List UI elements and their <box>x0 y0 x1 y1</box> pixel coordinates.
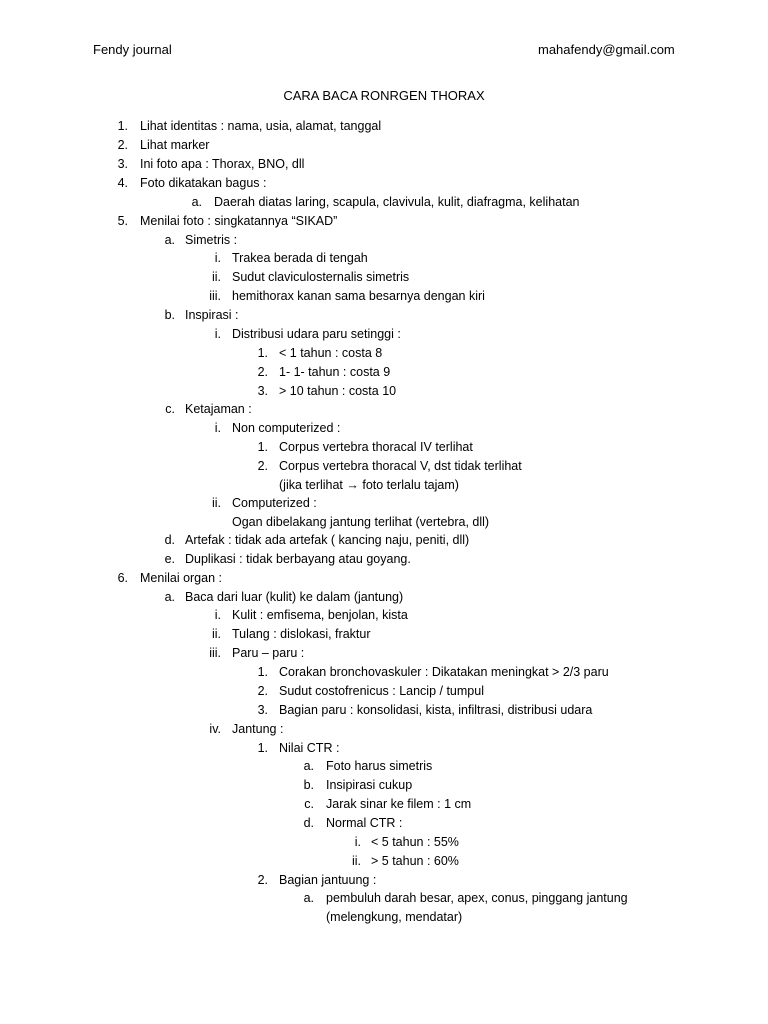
list-item <box>0 625 768 644</box>
list-item-text: Kulit : emfisema, benjolan, kista <box>232 608 408 622</box>
list-item-text: Foto harus simetris <box>326 759 433 773</box>
list-marker: 1. <box>257 440 268 454</box>
list-item-text: Jantung : <box>232 722 284 736</box>
list-item <box>0 174 768 193</box>
list-marker: e. <box>164 552 175 566</box>
list-item <box>0 833 768 852</box>
document-title: CARA BACA RONRGEN THORAX <box>283 88 485 103</box>
list-item-text: Corpus vertebra thoracal V, dst tidak terlihat <box>279 459 522 473</box>
list-marker: a. <box>164 590 175 604</box>
list-item-text: < 1 tahun : costa 8 <box>279 346 383 360</box>
list-item-text: Paru – paru : <box>232 646 305 660</box>
list-item <box>0 249 768 268</box>
list-item-text: > 10 tahun : costa 10 <box>279 384 397 398</box>
list-item-text: < 5 tahun : 55% <box>371 835 459 849</box>
list-item-text: Menilai organ : <box>140 571 222 585</box>
list-item-text: Bagian jantuung : <box>279 873 377 887</box>
list-item-text: Lihat marker <box>140 138 210 152</box>
list-item-text: Nilai CTR : <box>279 741 340 755</box>
list-marker: b. <box>303 778 314 792</box>
list-marker: d. <box>164 533 175 547</box>
list-marker: 1. <box>117 119 128 133</box>
header-email: mahafendy@gmail.com <box>538 42 675 57</box>
list-item <box>0 438 768 457</box>
list-item <box>0 193 768 212</box>
list-item <box>0 306 768 325</box>
list-marker: 2. <box>257 365 268 379</box>
list-marker: i. <box>214 608 221 622</box>
list-item <box>0 476 768 495</box>
list-item-text: Corpus vertebra thoracal IV terlihat <box>279 440 473 454</box>
list-item <box>0 889 768 908</box>
list-marker: 3. <box>257 703 268 717</box>
list-marker: 2. <box>117 138 128 152</box>
list-marker: i. <box>214 421 221 435</box>
list-marker: 1. <box>257 346 268 360</box>
list-item <box>0 513 768 532</box>
list-item <box>0 136 768 155</box>
list-item-text: > 5 tahun : 60% <box>371 854 459 868</box>
list-item-text: Ogan dibelakang jantung terlihat (vertebra, dll) <box>232 515 490 529</box>
list-item <box>0 757 768 776</box>
list-item-text: Bagian paru : konsolidasi, kista, infiltrasi, distribusi udara <box>279 703 593 717</box>
list-item-text: Simetris : <box>185 233 238 247</box>
list-item <box>0 569 768 588</box>
list-item <box>0 606 768 625</box>
list-item <box>0 644 768 663</box>
list-marker: 2. <box>257 459 268 473</box>
list-item <box>0 588 768 607</box>
list-marker: i. <box>214 327 221 341</box>
list-item-text: Jarak sinar ke filem : 1 cm <box>326 797 472 811</box>
list-item-text: Sudut costofrenicus : Lancip / tumpul <box>279 684 484 698</box>
list-item <box>0 814 768 833</box>
list-marker: c. <box>165 402 175 416</box>
list-marker: iv. <box>209 722 221 736</box>
list-marker: 3. <box>257 384 268 398</box>
list-marker: ii. <box>211 270 221 284</box>
list-item-text: Inspirasi : <box>185 308 239 322</box>
list-item <box>0 776 768 795</box>
list-marker: a. <box>191 195 202 209</box>
list-item-text: Computerized : <box>232 496 317 510</box>
list-item <box>0 231 768 250</box>
list-marker: i. <box>214 251 221 265</box>
list-item <box>0 701 768 720</box>
list-item <box>0 908 768 927</box>
list-item-text: Ini foto apa : Thorax, BNO, dll <box>140 157 305 171</box>
list-item-text: Distribusi udara paru setinggi : <box>232 327 401 341</box>
list-item <box>0 325 768 344</box>
list-item-text: 1- 1- tahun : costa 9 <box>279 365 391 379</box>
list-marker: iii. <box>209 289 221 303</box>
list-item-text: Trakea berada di tengah <box>232 251 368 265</box>
list-item-text: pembuluh darah besar, apex, conus, pinggang jantung <box>326 891 628 905</box>
list-item <box>0 117 768 136</box>
list-item-text: Artefak : tidak ada artefak ( kancing naju, peniti, dll) <box>185 533 470 547</box>
list-item <box>0 739 768 758</box>
list-marker: ii. <box>211 627 221 641</box>
list-item <box>0 382 768 401</box>
list-marker: a. <box>303 759 314 773</box>
list-item <box>0 419 768 438</box>
list-marker: ii. <box>351 854 361 868</box>
list-item <box>0 457 768 476</box>
list-item <box>0 852 768 871</box>
list-marker: 1. <box>257 741 268 755</box>
list-item-text: hemithorax kanan sama besarnya dengan kiri <box>232 289 485 303</box>
list-item-text: Lihat identitas : nama, usia, alamat, tanggal <box>140 119 382 133</box>
list-item <box>0 494 768 513</box>
list-marker: 2. <box>257 684 268 698</box>
list-item <box>0 682 768 701</box>
list-marker: 2. <box>257 873 268 887</box>
list-item <box>0 155 768 174</box>
list-marker: b. <box>164 308 175 322</box>
list-marker: 3. <box>117 157 128 171</box>
list-item-text: Normal CTR : <box>326 816 403 830</box>
list-item <box>0 212 768 231</box>
list-item <box>0 871 768 890</box>
list-item <box>0 531 768 550</box>
list-marker: 1. <box>257 665 268 679</box>
list-item <box>0 363 768 382</box>
list-marker: 6. <box>117 571 128 585</box>
list-item-text: Baca dari luar (kulit) ke dalam (jantung) <box>185 590 404 604</box>
list-marker: c. <box>304 797 314 811</box>
list-marker: a. <box>164 233 175 247</box>
list-item-text: Menilai foto : singkatannya “SIKAD” <box>140 214 338 228</box>
list-item <box>0 400 768 419</box>
list-item-text: (jika terlihat → foto terlalu tajam) <box>279 478 459 492</box>
list-marker: d. <box>303 816 314 830</box>
list-item <box>0 287 768 306</box>
list-item-text: Insipirasi cukup <box>326 778 413 792</box>
list-item-text: Corakan bronchovaskuler : Dikatakan meningkat > 2/3 paru <box>279 665 609 679</box>
list-item-text: Duplikasi : tidak berbayang atau goyang. <box>185 552 411 566</box>
list-marker: a. <box>303 891 314 905</box>
header-author: Fendy journal <box>93 42 172 57</box>
list-item <box>0 720 768 739</box>
list-item-text: Tulang : dislokasi, fraktur <box>232 627 371 641</box>
list-item <box>0 268 768 287</box>
list-marker: 4. <box>117 176 128 190</box>
list-item-text: Foto dikatakan bagus : <box>140 176 267 190</box>
list-item <box>0 663 768 682</box>
list-item <box>0 550 768 569</box>
list-marker: ii. <box>211 496 221 510</box>
list-item-text: Sudut claviculosternalis simetris <box>232 270 410 284</box>
list-item-text: (melengkung, mendatar) <box>326 910 463 924</box>
list-item <box>0 344 768 363</box>
list-item <box>0 795 768 814</box>
list-marker: 5. <box>117 214 128 228</box>
list-item-text: Non computerized : <box>232 421 341 435</box>
list-item-text: Daerah diatas laring, scapula, clavivula, kulit, diafragma, kelihatan <box>214 195 580 209</box>
list-marker: iii. <box>209 646 221 660</box>
list-marker: i. <box>354 835 361 849</box>
list-item-text: Ketajaman : <box>185 402 252 416</box>
